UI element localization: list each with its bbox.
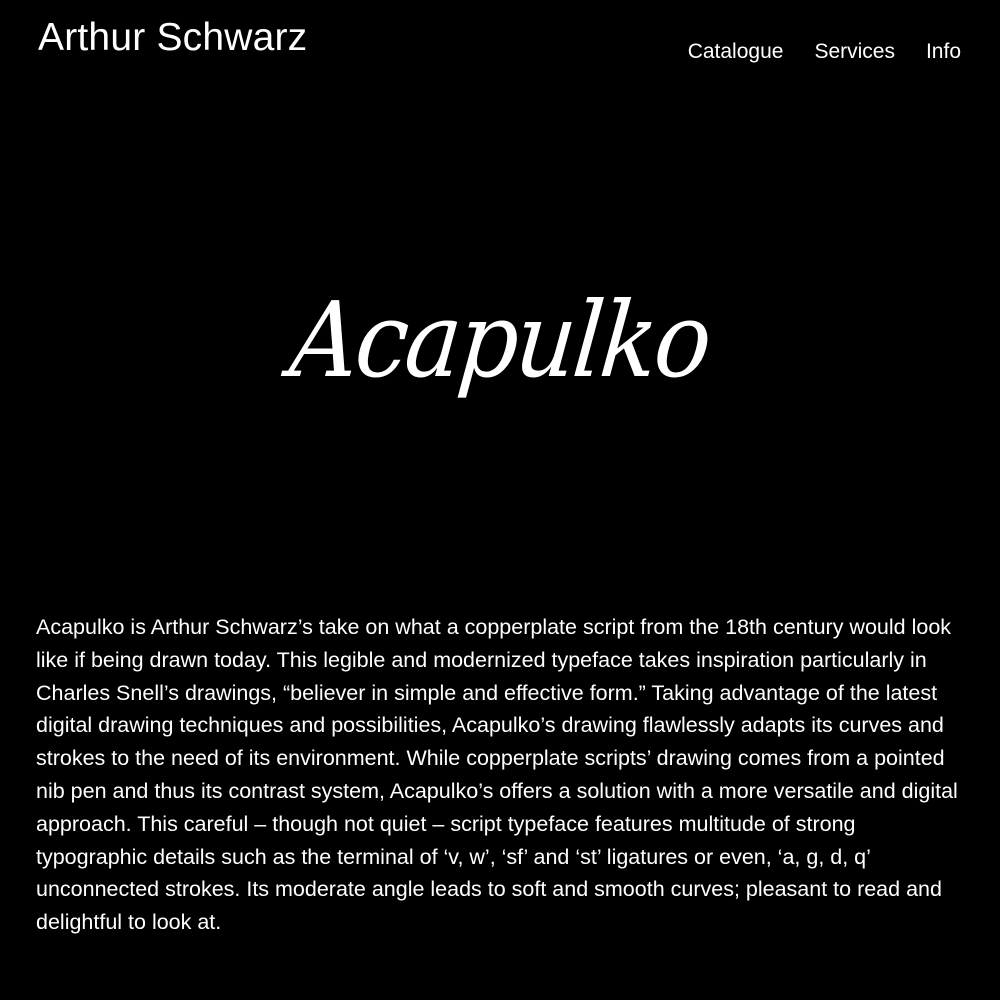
hero-title: Acapulko [285,278,715,401]
brand-logo-link[interactable]: Arthur Schwarz [38,16,308,59]
main-nav [688,37,961,67]
typeface-description: Acapulko is Arthur Schwarz’s take on what a copperplate script from the 18th century would look like if being drawn today. This legible and modernized typeface takes inspiration particularly in Charles Snell’s drawings, “believer in simple and effective form.” Taking advantage of the latest digital drawing techniques and possibilities, Acapulko’s drawing flawlessly adapts its curves and strokes to the need of its environment. While copperplate scripts’ drawing comes from a pointed nib pen and thus its contrast system, Acapulko’s offers a solution with a more versatile and digital approach. This careful – though not quiet – script typeface features multitude of strong typographic details such as the terminal of ‘v, w’, ‘sf’ and ‘st’ ligatures or even, ‘a, g, d, q’ unconnected strokes. Its moderate angle leads to soft and smooth curves; pleasant to read and delightful to look at. [36,615,958,935]
nav-services[interactable]: Services [814,40,895,63]
nav-info[interactable]: Info [925,40,961,63]
nav-catalogue[interactable]: Catalogue [687,40,784,63]
